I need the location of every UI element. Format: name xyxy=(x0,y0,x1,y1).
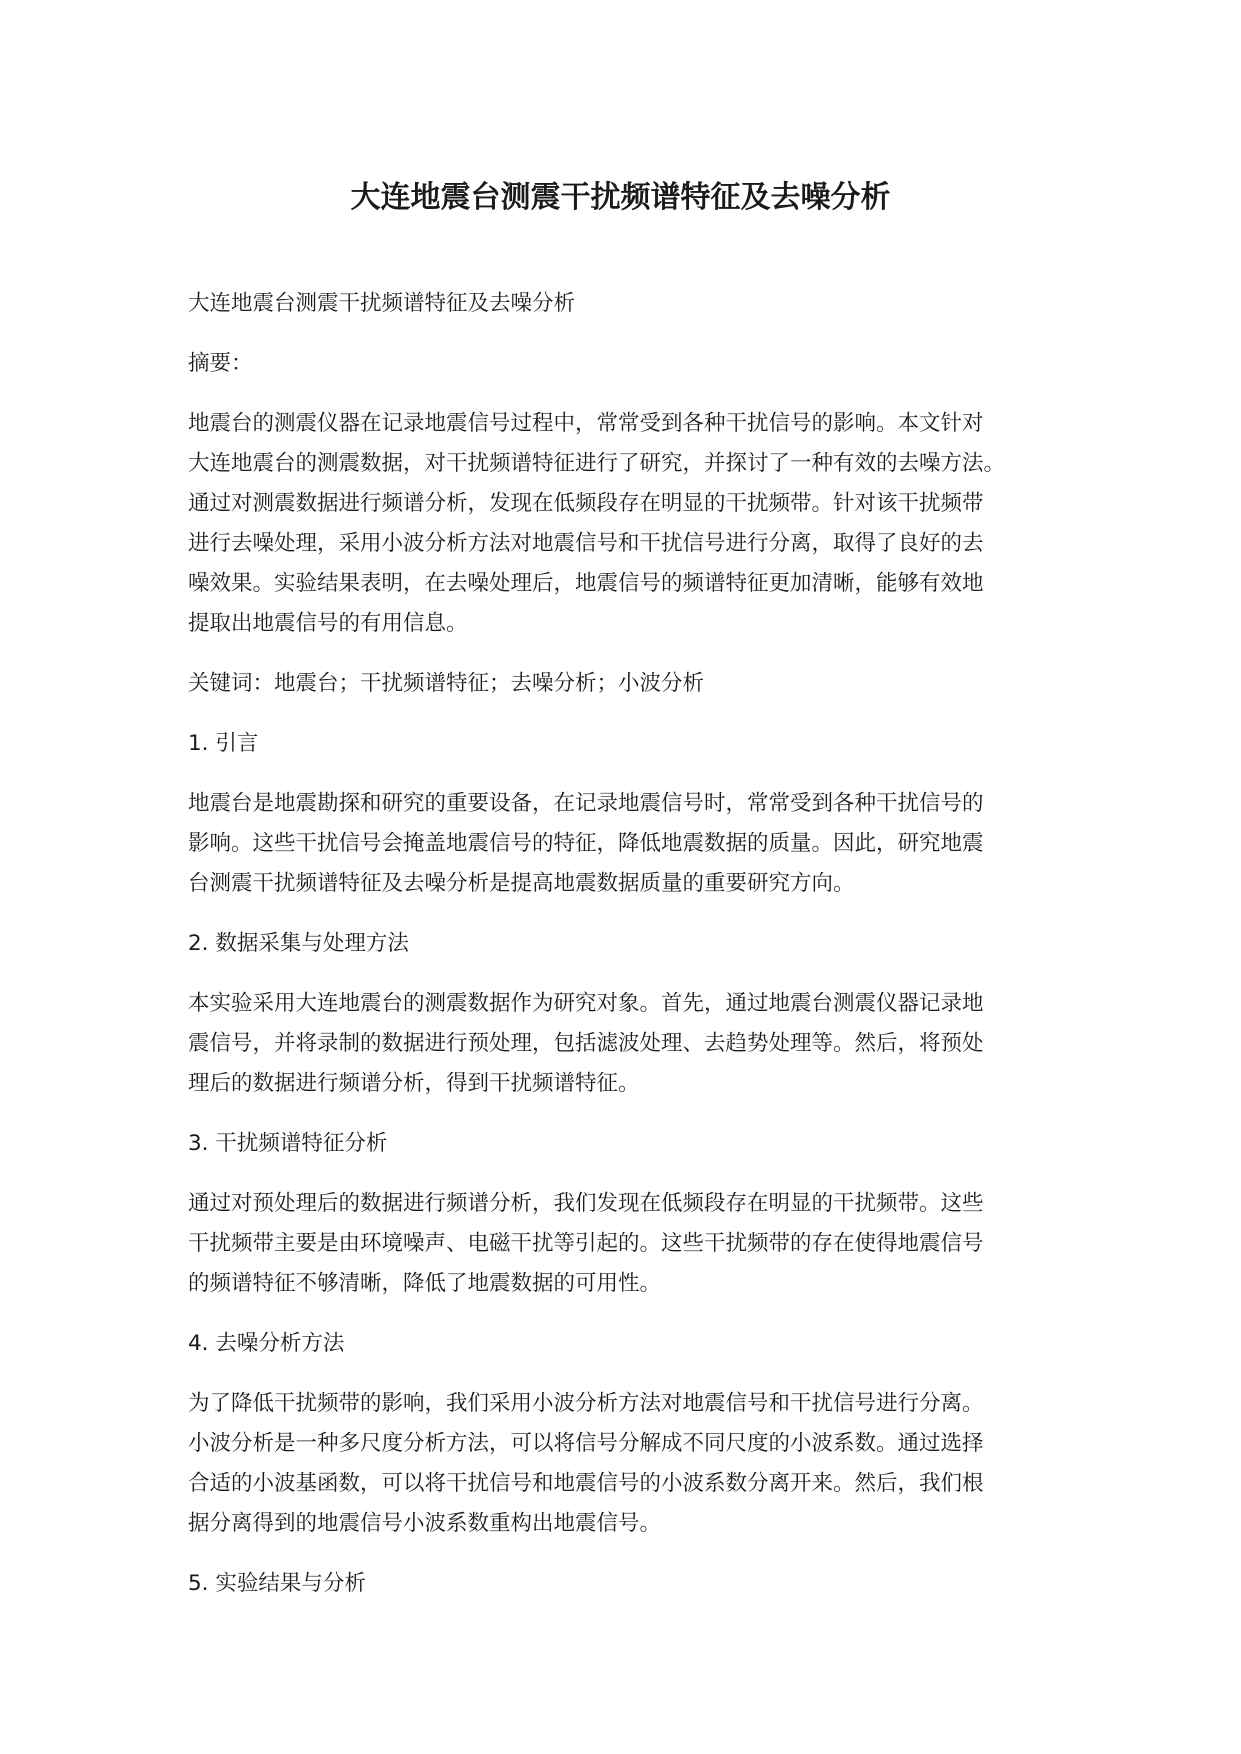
keywords-line: 关键词：地震台；干扰频谱特征；去噪分析；小波分析 xyxy=(188,671,705,696)
section-line: 影响。这些干扰信号会掩盖地震信号的特征，降低地震数据的质量。因此，研究地震 xyxy=(188,831,984,856)
section-line: 本实验采用大连地震台的测震数据作为研究对象。首先，通过地震台测震仪器记录地 xyxy=(188,991,984,1016)
abstract-line: 大连地震台的测震数据，对干扰频谱特征进行了研究，并探讨了一种有效的去噪方法。 xyxy=(188,451,1006,476)
section-line: 的频谱特征不够清晰，降低了地震数据的可用性。 xyxy=(188,1271,662,1296)
section-line: 合适的小波基函数，可以将干扰信号和地震信号的小波系数分离开来。然后，我们根 xyxy=(188,1471,984,1496)
abstract-line: 提取出地震信号的有用信息。 xyxy=(188,611,468,636)
section-paragraph-2 xyxy=(188,984,1048,1104)
document-title: 大连地震台测震干扰频谱特征及去噪分析 xyxy=(350,180,891,215)
section-line: 为了降低干扰频带的影响，我们采用小波分析方法对地震信号和干扰信号进行分离。 xyxy=(188,1391,984,1416)
section-line: 小波分析是一种多尺度分析方法，可以将信号分解成不同尺度的小波系数。通过选择 xyxy=(188,1431,984,1456)
document-subtitle: 大连地震台测震干扰频谱特征及去噪分析 xyxy=(188,291,576,316)
section-line: 地震台是地震勘探和研究的重要设备，在记录地震信号时，常常受到各种干扰信号的 xyxy=(188,791,984,816)
section-heading-4: 4. 去噪分析方法 xyxy=(188,1331,345,1356)
section-line: 震信号，并将录制的数据进行预处理，包括滤波处理、去趋势处理等。然后，将预处 xyxy=(188,1031,984,1056)
section-line: 台测震干扰频谱特征及去噪分析是提高地震数据质量的重要研究方向。 xyxy=(188,871,855,896)
section-heading-3: 3. 干扰频谱特征分析 xyxy=(188,1131,388,1156)
section-line: 理后的数据进行频谱分析，得到干扰频谱特征。 xyxy=(188,1071,640,1096)
abstract-line: 噪效果。实验结果表明，在去噪处理后，地震信号的频谱特征更加清晰，能够有效地 xyxy=(188,571,984,596)
section-paragraph-3 xyxy=(188,1184,1048,1304)
abstract-paragraph xyxy=(188,404,1048,644)
abstract-line: 通过对测震数据进行频谱分析，发现在低频段存在明显的干扰频带。针对该干扰频带 xyxy=(188,491,984,516)
section-heading-2: 2. 数据采集与处理方法 xyxy=(188,931,409,956)
section-line: 通过对预处理后的数据进行频谱分析，我们发现在低频段存在明显的干扰频带。这些 xyxy=(188,1191,984,1216)
section-paragraph-4 xyxy=(188,1384,1048,1544)
section-heading-5: 5. 实验结果与分析 xyxy=(188,1571,366,1596)
abstract-line: 进行去噪处理，采用小波分析方法对地震信号和干扰信号进行分离，取得了良好的去 xyxy=(188,531,984,556)
section-paragraph-1 xyxy=(188,784,1048,904)
section-line: 干扰频带主要是由环境噪声、电磁干扰等引起的。这些干扰频带的存在使得地震信号 xyxy=(188,1231,984,1256)
abstract-label: 摘要： xyxy=(188,351,253,376)
section-heading-1: 1. 引言 xyxy=(188,731,259,756)
section-line: 据分离得到的地震信号小波系数重构出地震信号。 xyxy=(188,1511,662,1536)
document-body xyxy=(188,284,1048,1624)
abstract-line: 地震台的测震仪器在记录地震信号过程中，常常受到各种干扰信号的影响。本文针对 xyxy=(188,411,984,436)
